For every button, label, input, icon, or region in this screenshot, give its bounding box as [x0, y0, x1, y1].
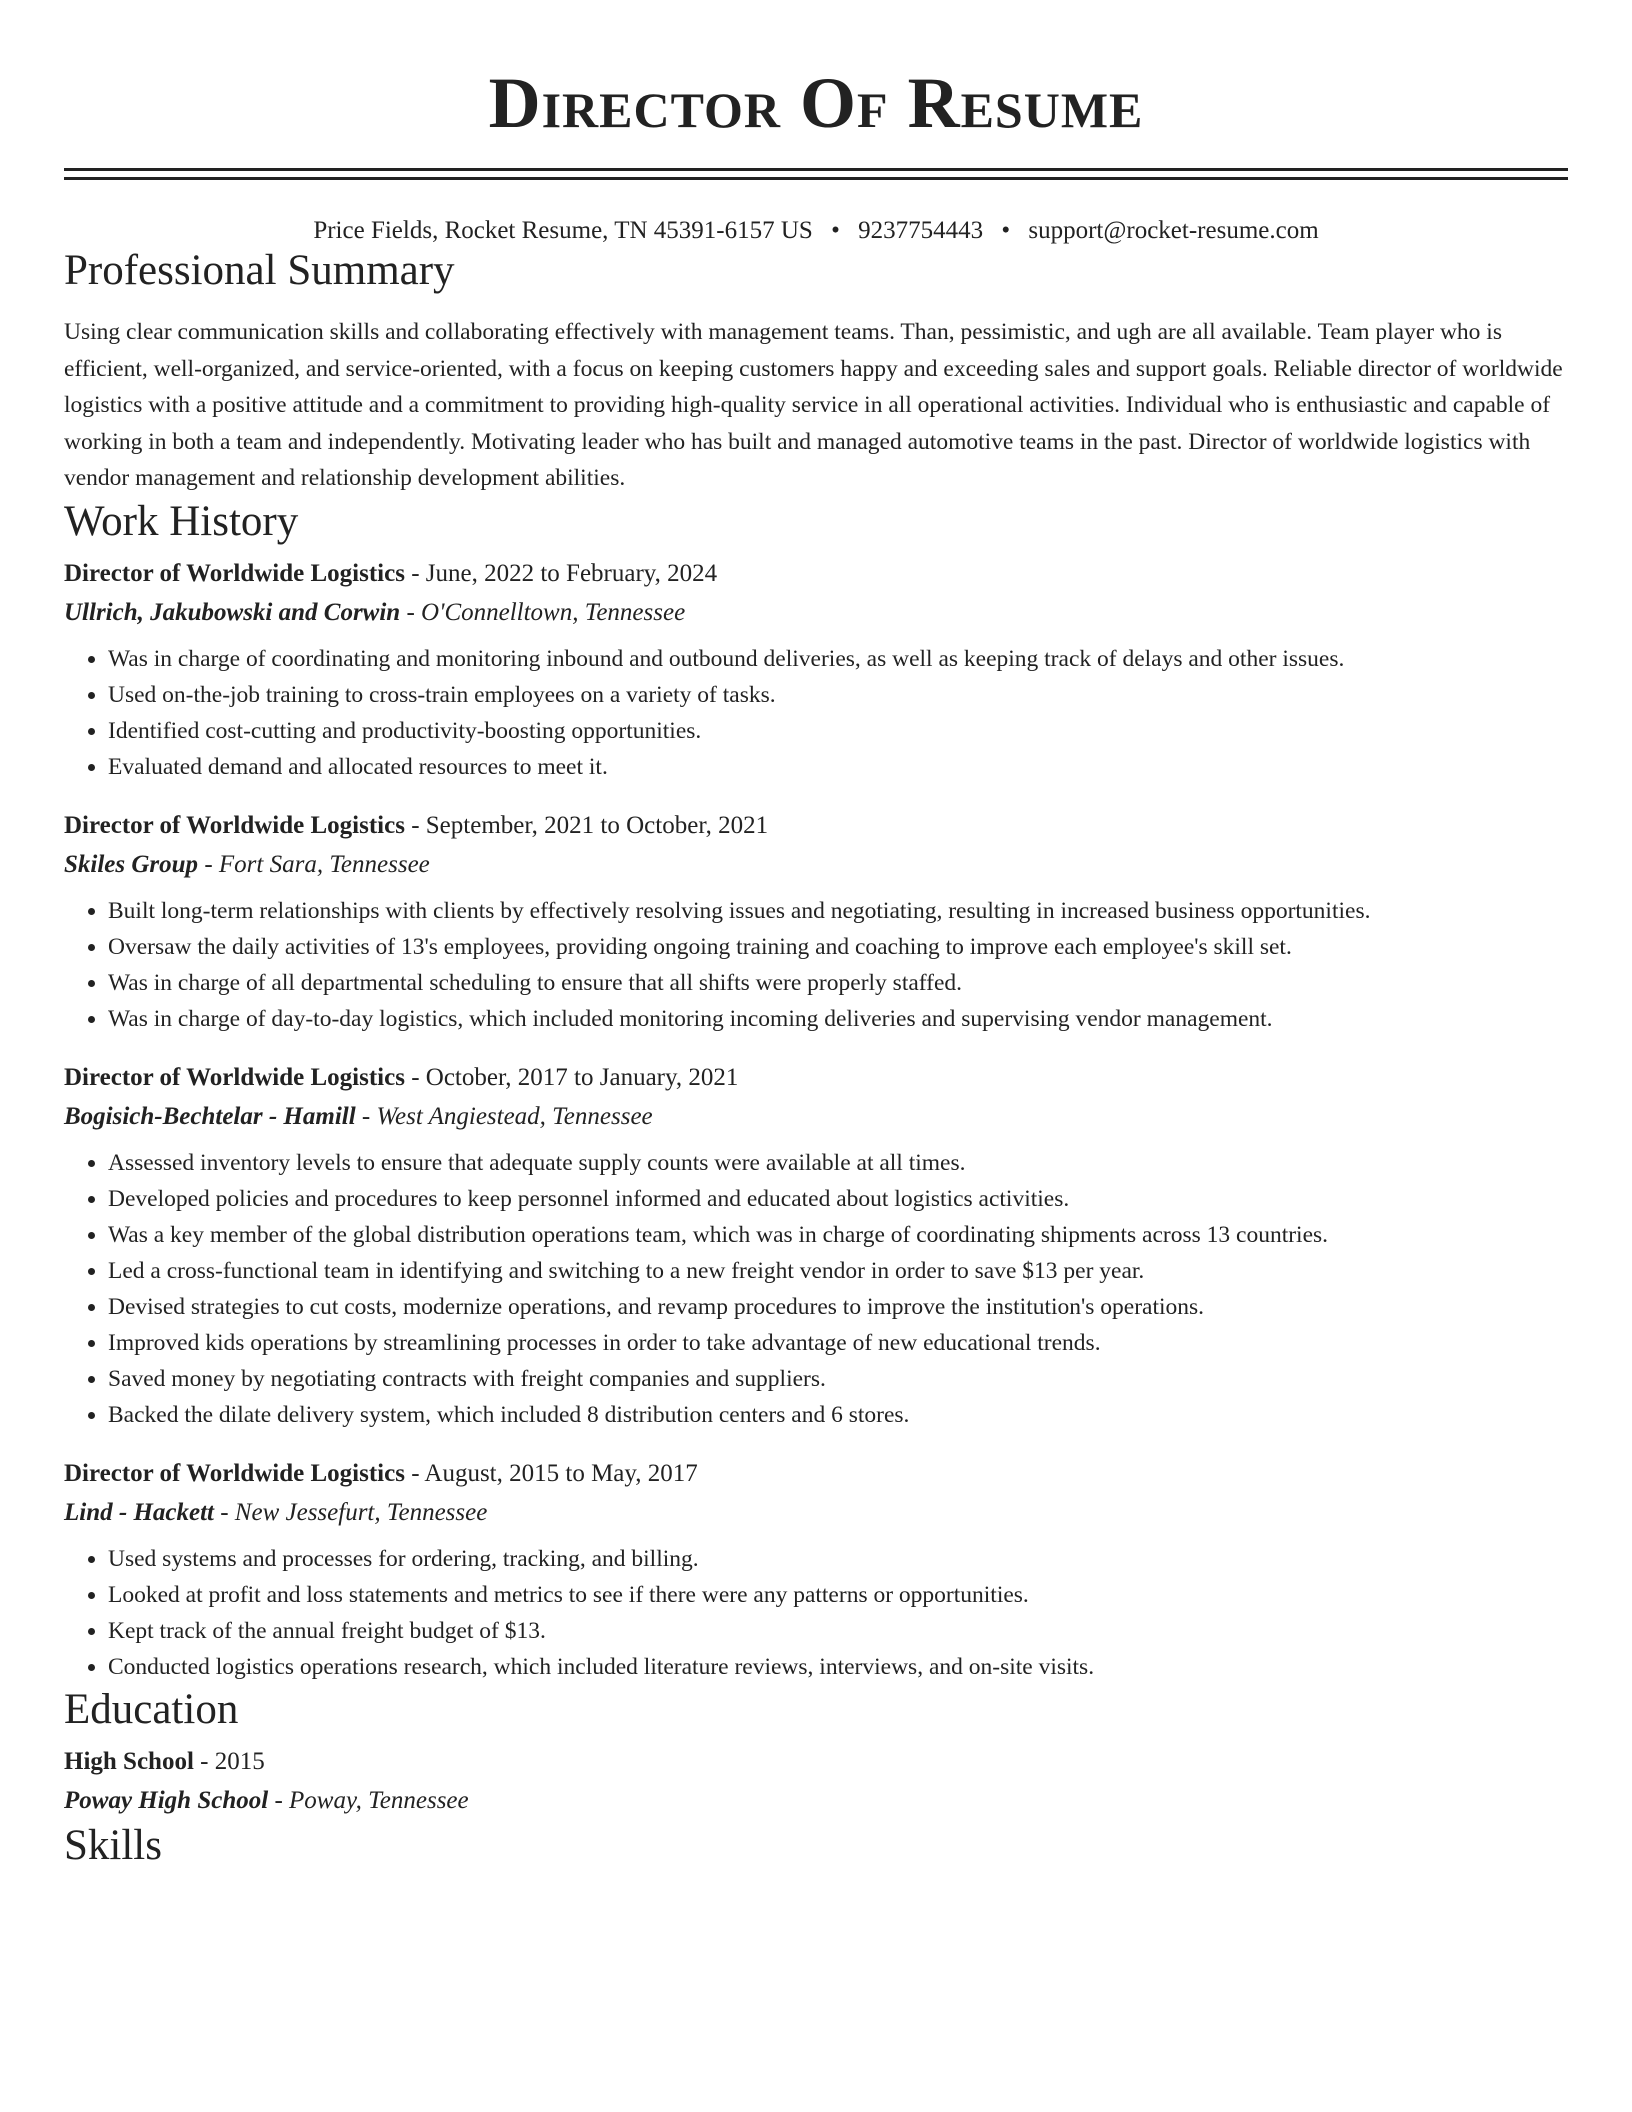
- job-entry: [64, 1059, 1568, 1433]
- job-bullets: [64, 641, 1568, 785]
- job-dates: - August, 2015 to May, 2017: [404, 1459, 698, 1487]
- job-location: - West Angiestead, Tennessee: [355, 1102, 653, 1130]
- contact-separator: •: [1001, 217, 1011, 244]
- job-title: Director of Worldwide Logistics: [64, 1459, 405, 1487]
- job-company: Skiles Group: [64, 850, 199, 878]
- summary-text: Using clear communication skills and collaborating effectively with management teams. Than, pessimistic, and ugh are all available. Team player who is efficient, well-organized, and service-oriented, with a focus on keeping customers happy and exceeding sales and support goals. Reliable director of worldwide logistics with a positive attitude and a commitment to providing high-quality service in all operational activities. Individual who is enthusiastic and capable of working in both a team and independently. Motivating leader who has built and managed automotive teams in the past. Director of worldwide logistics with vendor management and relationship development abilities.: [64, 319, 1563, 491]
- job-location: - Fort Sara, Tennessee: [198, 850, 430, 878]
- education-year: - 2015: [193, 1747, 265, 1775]
- job-bullet: • Developed policies and procedures to keep personnel informed and educated about logistics activities.: [108, 1181, 1568, 1217]
- job-bullet: • Built long-term relationships with clients by effectively resolving issues and negotiating, resulting in increased business opportunities.: [108, 893, 1568, 929]
- skills-heading: Skills: [64, 1821, 162, 1869]
- job-title: Director of Worldwide Logistics: [64, 559, 405, 587]
- education-entry: [64, 1743, 1568, 1821]
- education-school: Poway High School: [64, 1786, 269, 1814]
- job-bullets: [64, 1145, 1568, 1433]
- job-title: Director of Worldwide Logistics: [64, 1063, 405, 1091]
- job-bullet: • Oversaw the daily activities of 13's employees, providing ongoing training and coaching to improve each employee's skill set.: [108, 929, 1568, 965]
- job-bullet: • Looked at profit and loss statements and metrics to see if there were any patterns or opportunities.: [108, 1577, 1568, 1613]
- job-bullet: • Improved kids operations by streamlining processes in order to take advantage of new educational trends.: [108, 1325, 1568, 1361]
- summary-heading: Professional Summary: [64, 247, 455, 294]
- job-bullet: • Led a cross-functional team in identifying and switching to a new freight vendor in order to save $13 per year.: [108, 1253, 1568, 1289]
- job-bullet: • Was in charge of day-to-day logistics, which included monitoring incoming deliveries and supervising vendor management.: [108, 1001, 1568, 1037]
- job-bullet: • Was in charge of all departmental scheduling to ensure that all shifts were properly staffed.: [108, 965, 1568, 1001]
- job-title-line: [64, 807, 1568, 845]
- resume-title: Director Of Resume: [488, 63, 1144, 143]
- job-bullet: • Was a key member of the global distribution operations team, which was in charge of coordinating shipments across 13 countries.: [108, 1217, 1568, 1253]
- education-school-line: [64, 1781, 1568, 1821]
- work-history-list: [64, 555, 1568, 1685]
- job-title: Director of Worldwide Logistics: [64, 811, 405, 839]
- job-dates: - October, 2017 to January, 2021: [404, 1063, 739, 1091]
- title-double-rule: [64, 168, 1568, 180]
- job-company-line: [64, 845, 1568, 885]
- contact-address: Price Fields, Rocket Resume, TN 45391-6157 US: [313, 217, 813, 244]
- work-history-heading: Work History: [64, 497, 299, 545]
- job-bullet: • Backed the dilate delivery system, which included 8 distribution centers and 6 stores.: [108, 1397, 1568, 1433]
- job-company: Bogisich-Bechtelar - Hamill: [64, 1102, 356, 1130]
- job-location: - New Jessefurt, Tennessee: [213, 1498, 488, 1526]
- contact-separator: •: [831, 217, 840, 244]
- contact-phone: 9237754443: [858, 217, 984, 244]
- job-bullet: • Identified cost-cutting and productivity-boosting opportunities.: [108, 713, 1568, 749]
- job-location: - O'Connelltown, Tennessee: [400, 598, 686, 626]
- job-company: Ullrich, Jakubowski and Corwin: [64, 598, 401, 626]
- job-dates: - June, 2022 to February, 2024: [404, 559, 718, 587]
- education-heading: Education: [64, 1685, 239, 1733]
- job-bullets: [64, 1541, 1568, 1685]
- job-company-line: [64, 1097, 1568, 1137]
- job-bullet: • Conducted logistics operations research, which included literature reviews, interviews, and on-site visits.: [108, 1649, 1568, 1685]
- job-bullet: • Assessed inventory levels to ensure that adequate supply counts were available at all times.: [108, 1145, 1568, 1181]
- job-bullet: • Used on-the-job training to cross-train employees on a variety of tasks.: [108, 677, 1568, 713]
- job-entry: [64, 807, 1568, 1037]
- job-company-line: [64, 593, 1568, 633]
- contact-line: [64, 216, 1568, 246]
- job-bullet: • Kept track of the annual freight budget of $13.: [108, 1613, 1568, 1649]
- contact-email: support@rocket-resume.com: [1028, 217, 1319, 244]
- job-title-line: [64, 1059, 1568, 1097]
- education-location: - Poway, Tennessee: [268, 1786, 469, 1814]
- job-entry: [64, 1455, 1568, 1685]
- job-bullet: • Devised strategies to cut costs, modernize operations, and revamp procedures to improve the institution's operations.: [108, 1289, 1568, 1325]
- job-title-line: [64, 555, 1568, 593]
- education-degree: High School: [64, 1747, 194, 1775]
- job-company: Lind - Hackett: [64, 1498, 214, 1526]
- job-bullet: • Saved money by negotiating contracts with freight companies and suppliers.: [108, 1361, 1568, 1397]
- job-bullets: [64, 893, 1568, 1037]
- job-bullet: • Evaluated demand and allocated resources to meet it.: [108, 749, 1568, 785]
- job-dates: - September, 2021 to October, 2021: [404, 811, 769, 839]
- job-bullet: • Used systems and processes for ordering, tracking, and billing.: [108, 1541, 1568, 1577]
- education-degree-line: [64, 1743, 1568, 1781]
- job-entry: [64, 555, 1568, 785]
- job-company-line: [64, 1493, 1568, 1533]
- job-bullet: • Was in charge of coordinating and monitoring inbound and outbound deliveries, as well as keeping track of delays and other issues.: [108, 641, 1568, 677]
- job-title-line: [64, 1455, 1568, 1493]
